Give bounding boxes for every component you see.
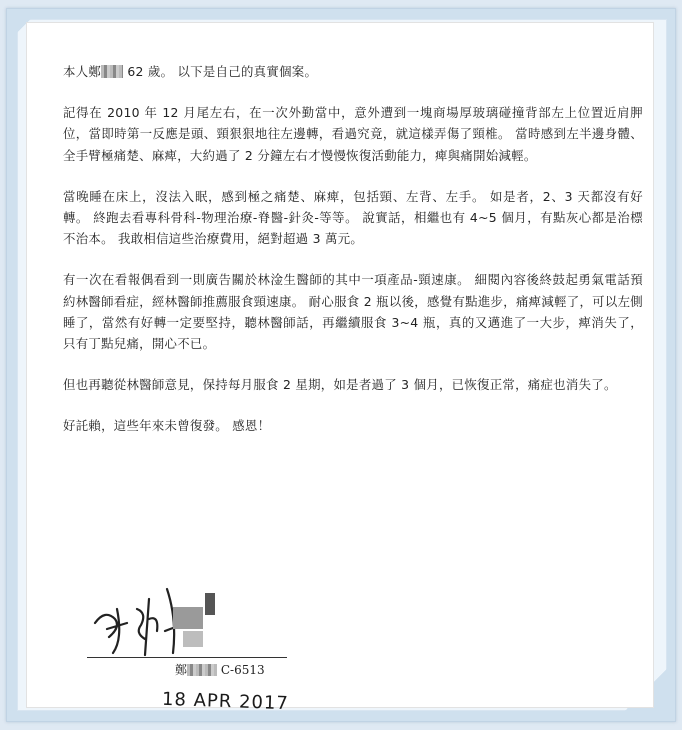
intro-prefix: 本人鄭 bbox=[63, 64, 102, 79]
signer-prefix: 鄭 bbox=[175, 663, 188, 677]
signature-line bbox=[87, 657, 287, 658]
letter-body bbox=[63, 61, 643, 457]
letter-paper bbox=[26, 22, 654, 715]
date-stamp: 18 APR 2017 bbox=[161, 688, 290, 715]
intro-suffix: 62 歲。 以下是自己的真實個案。 bbox=[123, 64, 318, 79]
signer-code: C-6513 bbox=[220, 663, 265, 677]
paragraph-2: 當晚睡在床上，沒法入眠，感到極之痛楚、麻痺，包括頸、左背、左手。 如是者，2、3 天都沒有好轉。 終跑去看專科骨科-物理治療-脊醫-針灸-等等。 說實話，相繼也有 4~5 個月，有點灰心都是治標不治本。 我敢相信這些治療費用，絕對超過 3 萬元。 bbox=[63, 188, 643, 247]
paragraph-1: 記得在 2010 年 12 月尾左右，在一次外勤當中，意外遭到一塊商場厚玻璃碰撞背部左上位置近肩胛位，當即時第一反應是頭、頸狠狠地往左邊轉，看過究竟，就這樣弄傷了頸椎。 當時感到左半邊身體、全手臂極痛楚、麻痺，大約過了 2 分鐘左右才慢慢恢復活動能力，痺與痛開始減輕。 bbox=[63, 105, 643, 163]
redacted-name bbox=[101, 65, 123, 78]
paragraph-5: 好託賴，這些年來未曾復發。 感恩！ bbox=[63, 418, 271, 434]
paragraph-3: 有一次在看報偶看到一則廣告關於林淦生醫師的其中一項產品-頸速康。 細閱內容後終鼓起勇氣電話預約林醫師看症，經林醫師推薦服食頸速康。 耐心服食 2 瓶以後，感覺有點進步，痛痺減輕了，可以左側睡了，當然有好轉一定要堅持，聽林醫師話，再繼續服食 3~4 瓶，真的又邁進了一大步，痺消失了，只有丁點兒痛，開心不已。 bbox=[63, 272, 643, 352]
redacted-signer bbox=[187, 664, 217, 676]
handwritten-signature bbox=[87, 579, 237, 659]
signature-block bbox=[87, 579, 327, 729]
signer-label bbox=[175, 661, 265, 678]
paragraph-4: 但也再聽從林醫師意見，保持每月服食 2 星期，如是者過了 3 個月，已恢復正常，痛症也消失了。 bbox=[63, 377, 617, 393]
intro-line bbox=[63, 61, 643, 82]
